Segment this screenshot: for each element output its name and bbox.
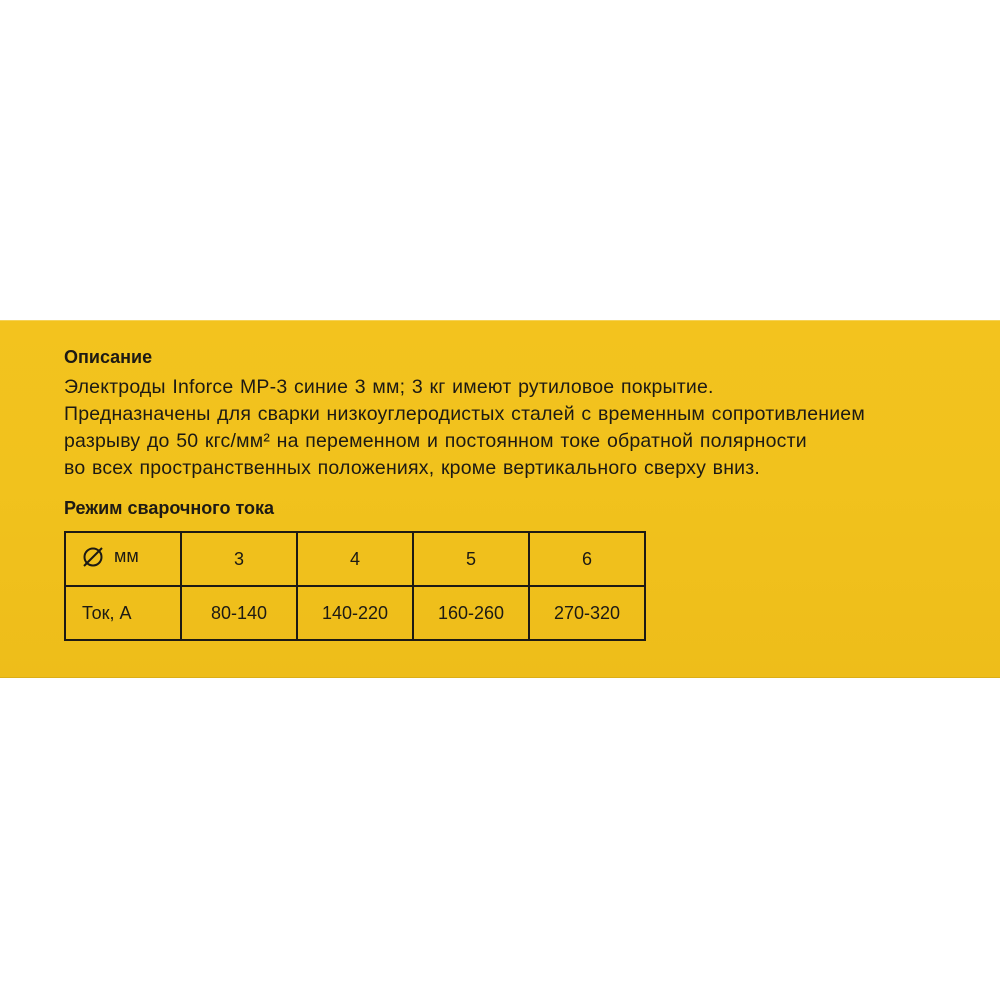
current-mode-heading: Режим сварочного тока (64, 498, 275, 518)
label-content (64, 346, 964, 623)
diameter-cell: 3 (181, 532, 297, 586)
current-cell: 80-140 (181, 586, 297, 640)
welding-current-table (64, 531, 646, 641)
table-row-diameter (65, 532, 645, 586)
description-heading: Описание (64, 347, 153, 367)
diameter-unit: мм (114, 546, 139, 566)
current-cell: 270-320 (529, 586, 645, 640)
diameter-cell: 4 (297, 532, 413, 586)
description-line: во всех пространственных положениях, кроме вертикального сверху вниз. (64, 457, 761, 479)
table-row-current (65, 586, 645, 640)
current-cell: 140-220 (297, 586, 413, 640)
diameter-cell: 5 (413, 532, 529, 586)
diameter-cell: 6 (529, 532, 645, 586)
yellow-label-panel (0, 320, 1000, 678)
description-line: Предназначены для сварки низкоуглеродистых сталей с временным сопротивлением (64, 403, 865, 425)
description-line: Электроды Inforce MP-3 синие 3 мм; 3 кг имеют рутиловое покрытие. (64, 376, 714, 398)
diameter-symbol-icon (82, 546, 104, 568)
diameter-header-cell (65, 532, 181, 586)
current-header-cell: Ток, А (65, 586, 181, 640)
current-cell: 160-260 (413, 586, 529, 640)
description-line: разрыву до 50 кгс/мм² на переменном и постоянном токе обратной полярности (64, 430, 807, 452)
description-text (64, 374, 964, 482)
